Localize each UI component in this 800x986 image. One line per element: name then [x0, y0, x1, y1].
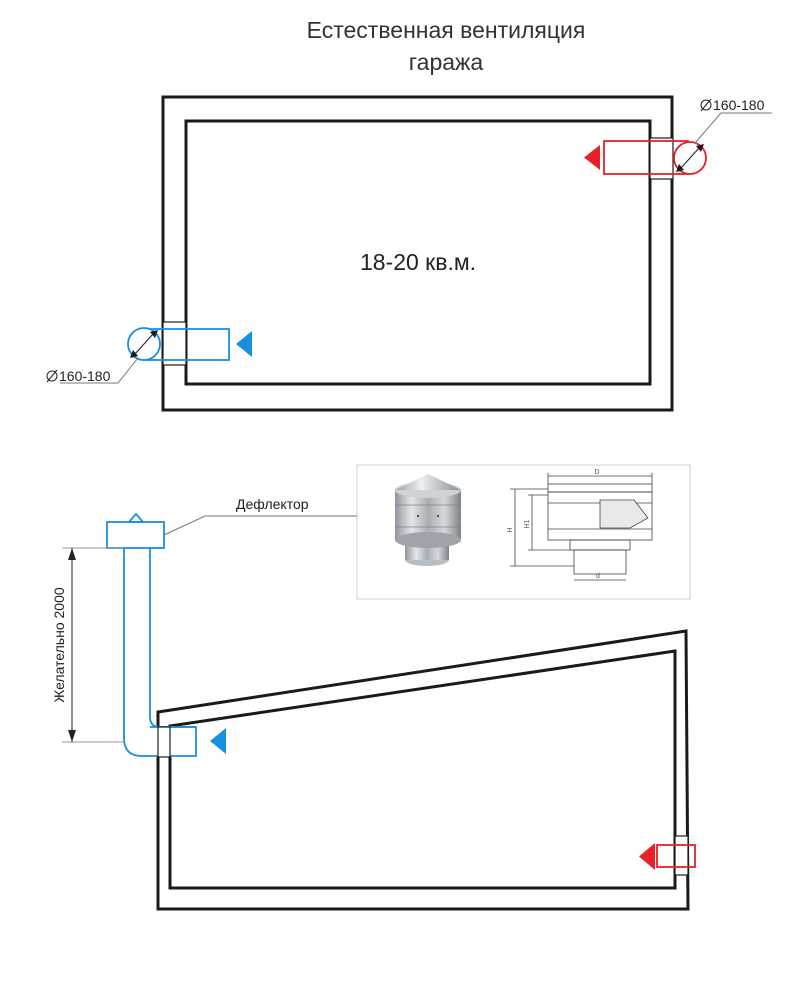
- deflector-label: Дефлектор: [236, 496, 309, 512]
- section-exhaust-wall-opening: [675, 836, 688, 875]
- section-exhaust-flow-arrow-icon: [639, 843, 655, 870]
- height-label: Желательно 2000: [51, 587, 67, 703]
- diagram-title-line-1: Естественная вентиляция: [306, 17, 586, 43]
- height-arrow-bottom-icon: [68, 730, 76, 742]
- garage-area-label: 18-20 кв.м.: [359, 249, 477, 275]
- exhaust-callout-line: [695, 113, 772, 143]
- diameter-icon: [701, 99, 711, 111]
- stack-wall-opening: [158, 727, 170, 757]
- section-exhaust-duct: [639, 836, 695, 875]
- exhaust-diameter-label: 160-180: [713, 97, 765, 113]
- drawing-dim-left-inner: H1: [524, 519, 531, 529]
- section-inner-wall: [170, 651, 675, 888]
- exhaust-duct: [584, 97, 772, 179]
- exhaust-wall-opening: [650, 138, 673, 179]
- height-arrow-top-icon: [68, 548, 76, 560]
- intake-flow-arrow-icon: [236, 331, 252, 357]
- drawing-dim-left-outer: H: [507, 527, 514, 533]
- drawing-dim-top: D: [594, 469, 600, 476]
- deflector-cap-top: [129, 514, 143, 522]
- section-outer-wall: [158, 631, 688, 909]
- deflector-callout-line: [164, 516, 357, 535]
- intake-diameter-label: 160-180: [59, 368, 111, 384]
- intake-duct: [47, 322, 252, 384]
- diagram-title-line-2: гаража: [408, 49, 484, 75]
- diameter-icon: [47, 370, 57, 382]
- deflector-info-card: [357, 465, 690, 599]
- stack-flow-arrow-icon: [210, 728, 226, 754]
- drawing-dim-bottom: d: [596, 573, 600, 580]
- garage-plan-view: [47, 97, 772, 410]
- height-dimension: [62, 548, 124, 742]
- deflector-cap: [107, 522, 164, 548]
- exhaust-flow-arrow-icon: [584, 145, 600, 170]
